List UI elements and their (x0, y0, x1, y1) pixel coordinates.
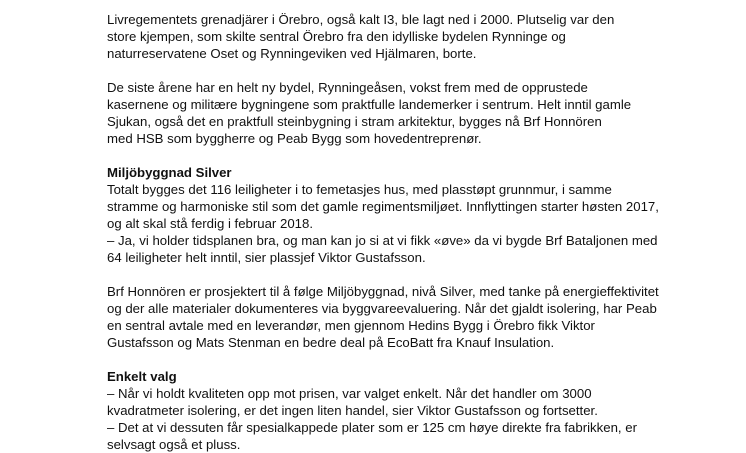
text-line: med HSB som byggherre og Peab Bygg som hovedentreprenør. (107, 131, 482, 146)
text-line: og der alle materialer dokumenteres via byggvareevaluering. Når det gjaldt isolering, har Peab (107, 301, 657, 316)
text-line: Brf Honnören er prosjektert til å følge Miljöbyggnad, nivå Silver, med tanke på energieffektivitet (107, 284, 659, 299)
paragraph-spacer (107, 266, 707, 283)
text-line: og alt skal stå ferdig i februar 2018. (107, 216, 313, 231)
text-line: store kjempen, som skilte sentral Örebro fra den idylliske bydelen Rynninge og (107, 29, 566, 44)
text-line: selvsagt også et pluss. (107, 437, 241, 452)
text-line: en sentral avtale med en leverandør, men gjennom Hedins Bygg i Örebro fikk Viktor (107, 318, 595, 333)
paragraph-totalt (107, 181, 707, 266)
text-line: – Ja, vi holder tidsplanen bra, og man kan jo si at vi fikk «øve» da vi bygde Brf Bataljonen med (107, 233, 658, 248)
section-heading-enkelt-valg: Enkelt valg (107, 369, 177, 384)
text-line: Totalt bygges det 116 leiligheter i to femetasjes hus, med plasstøpt grunnmur, i samme (107, 182, 612, 197)
text-line: Sjukan, også det en praktfull steinbygning i stram arkitektur, bygges nå Brf Honnören (107, 114, 602, 129)
paragraph-intro (107, 11, 707, 62)
text-line: naturreservatene Oset og Rynningeviken ved Hjälmaren, borte. (107, 46, 477, 61)
section-heading-miljobyggnad: Miljöbyggnad Silver (107, 165, 232, 180)
text-line: De siste årene har en helt ny bydel, Rynningeåsen, vokst frem med de opprustede (107, 80, 588, 95)
paragraph-enkelt-valg (107, 385, 707, 453)
paragraph-spacer (107, 147, 707, 164)
text-line: kasernene og militære bygningene som praktfulle landemerker i sentrum. Helt inntil gamle (107, 97, 632, 112)
text-line: Gustafsson og Mats Stenman en bedre deal på EcoBatt fra Knauf Insulation. (107, 335, 555, 350)
text-line: stramme og harmoniske stil som det gamle regimentsmiljøet. Innflyttingen starter høsten 2017, (107, 199, 659, 214)
text-line: – Det at vi dessuten får spesialkappede plater som er 125 cm høye direkte fra fabrikken, er (107, 420, 637, 435)
paragraph-spacer (107, 62, 707, 79)
article-body (107, 11, 707, 453)
text-line: Livregementets grenadjärer i Örebro, også kalt I3, ble lagt ned i 2000. Plutselig var den (107, 12, 615, 27)
paragraph-honnoren (107, 283, 707, 351)
text-line: – Når vi holdt kvaliteten opp mot prisen, var valget enkelt. Når det handler om 3000 (107, 386, 592, 401)
paragraph-spacer (107, 351, 707, 368)
text-line: kvadratmeter isolering, er det ingen liten handel, sier Viktor Gustafsson og fortsetter. (107, 403, 598, 418)
paragraph-rynningeasen (107, 79, 707, 147)
text-line: 64 leiligheter helt inntil, sier plassjef Viktor Gustafsson. (107, 250, 426, 265)
